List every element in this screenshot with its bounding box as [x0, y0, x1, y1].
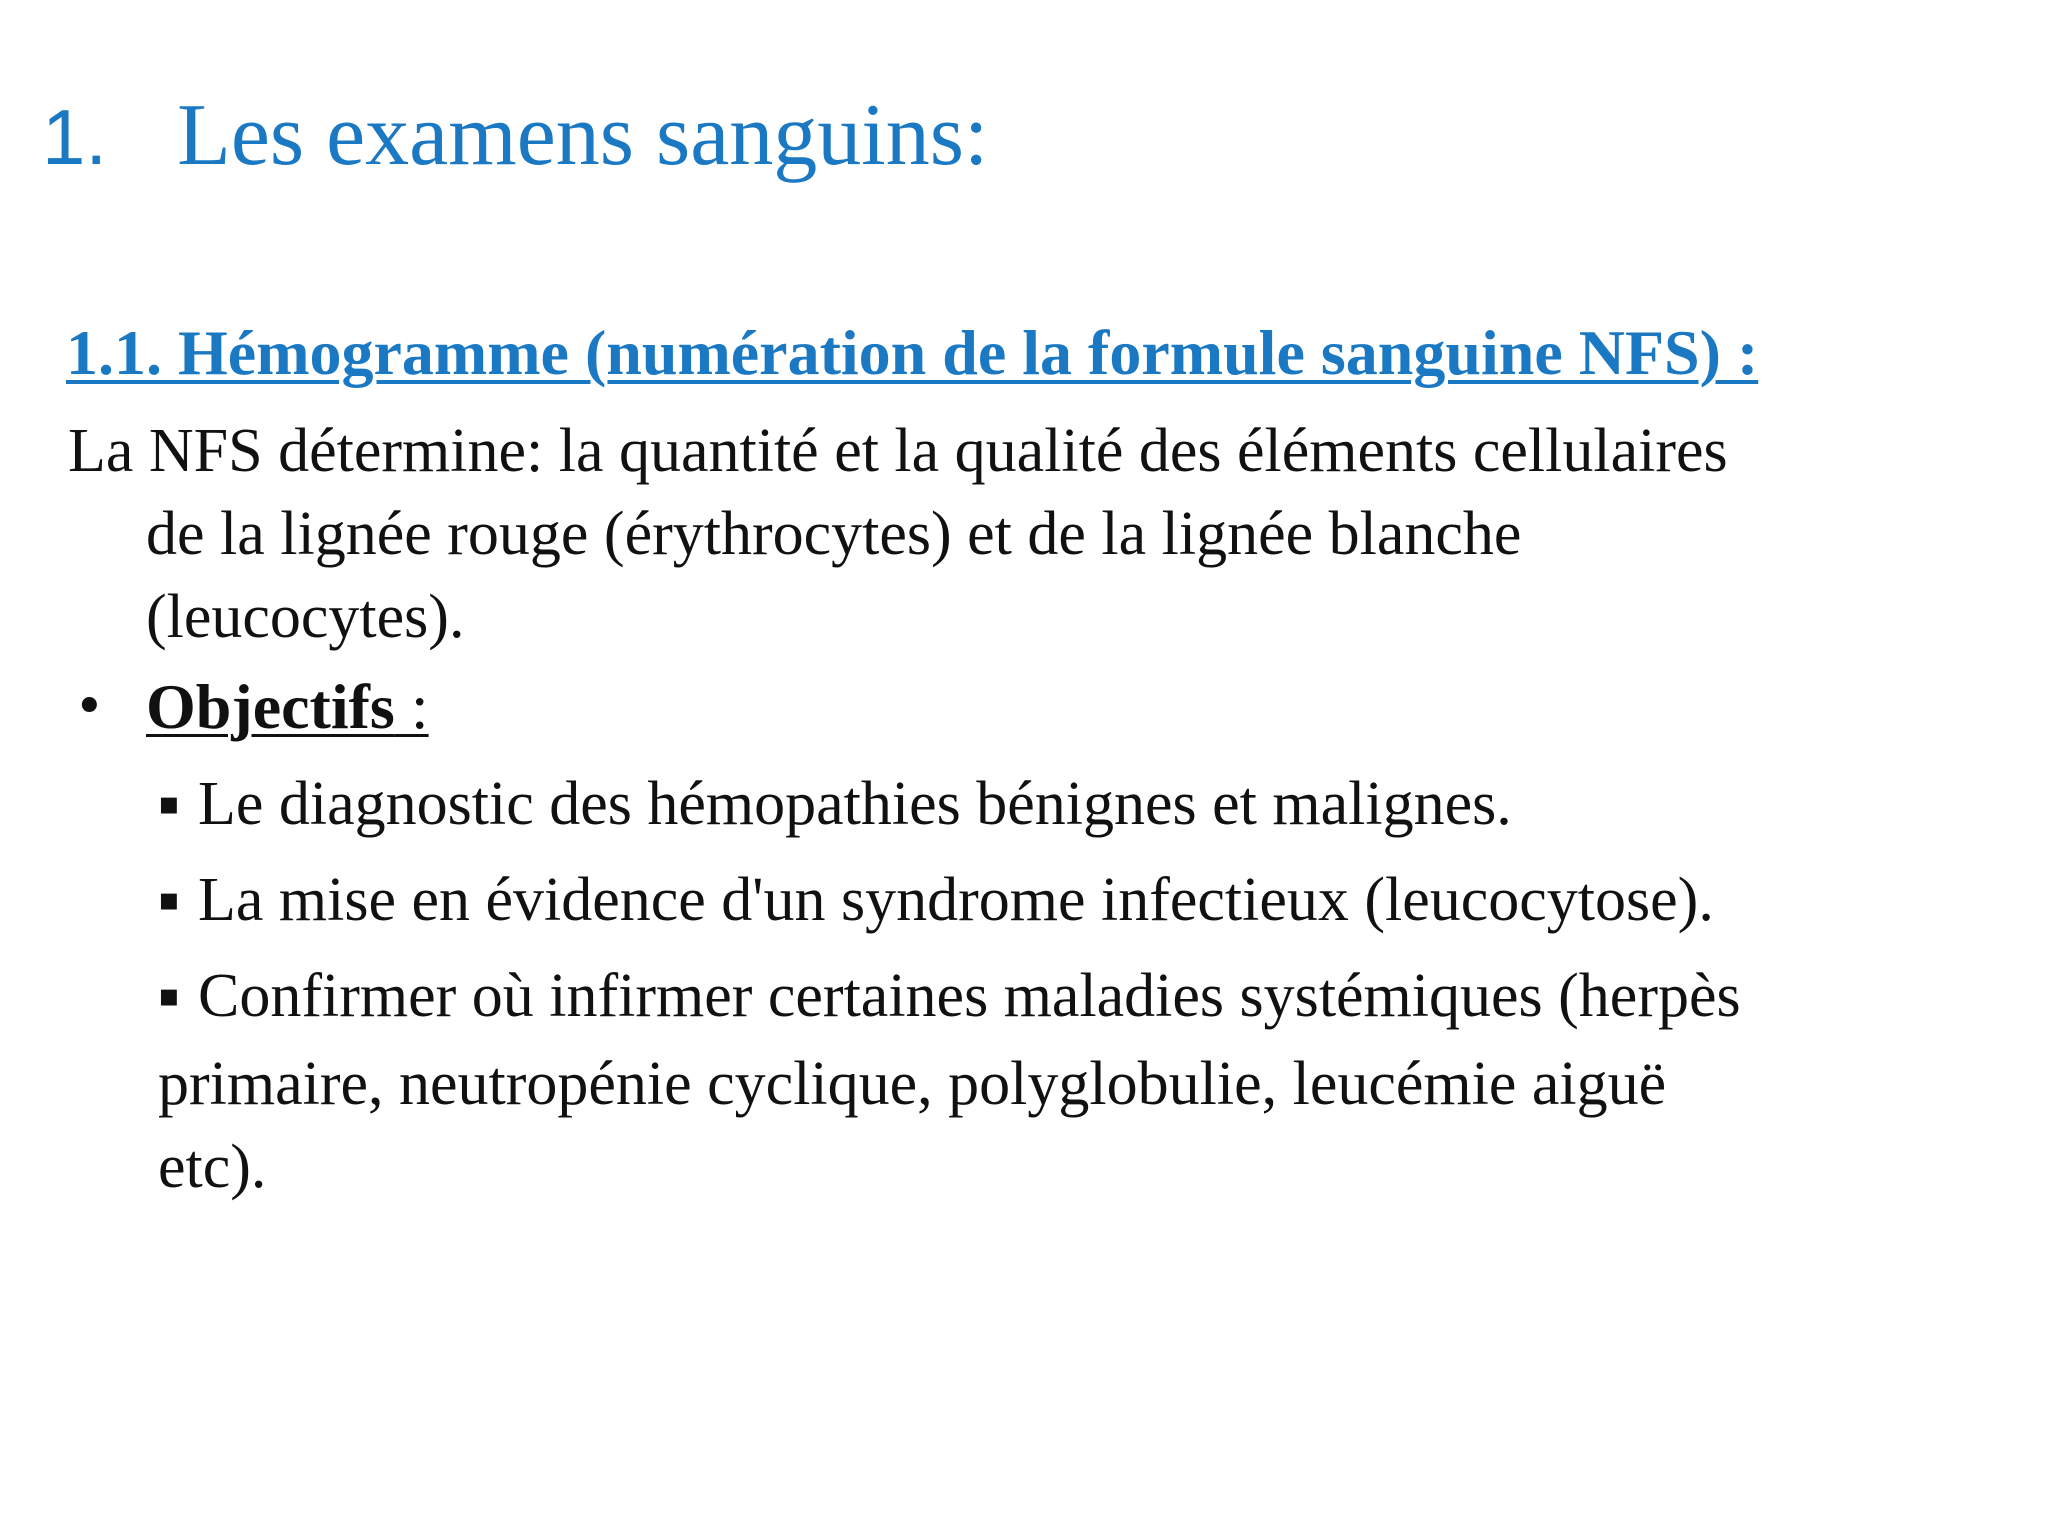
square-bullet-icon: ▪ — [158, 880, 180, 919]
list-item-text: primaire, neutropénie cyclique, polyglobulie, leucémie aiguë — [158, 1050, 1667, 1119]
slide-title — [42, 87, 989, 184]
title-text: Les examens sanguins: — [177, 87, 989, 184]
paragraph-line: de la lignée rouge (érythrocytes) et de la lignée blanche — [146, 500, 1522, 568]
square-bullet-icon: ▪ — [158, 976, 180, 1015]
list-item-text: etc). — [158, 1133, 267, 1202]
paragraph-line: (leucocytes). — [146, 583, 465, 651]
list-item — [158, 955, 1741, 1209]
bullet-icon: • — [74, 676, 105, 737]
list-item-text: Confirmer où infirmer certaines maladies systémiques (herpès — [198, 962, 1741, 1030]
square-bullet-icon: ▪ — [158, 784, 180, 823]
title-number: 1. — [42, 93, 108, 181]
objectifs-label: Objectifs — [146, 671, 395, 742]
list-item — [158, 763, 1512, 851]
objectifs-colon: : — [394, 671, 429, 742]
nfs-description — [68, 410, 1968, 659]
list-item-text: La mise en évidence d'un syndrome infectieux (leucocytose). — [198, 866, 1714, 934]
objectifs-heading — [74, 672, 429, 742]
section-subheading: 1.1. Hémogramme (numération de la formule sanguine NFS) : — [66, 317, 1759, 388]
list-item — [158, 859, 1714, 947]
list-item-text: Le diagnostic des hémopathies bénignes et malignes. — [198, 770, 1512, 838]
paragraph-line: La NFS détermine: la quantité et la qualité des éléments cellulaires — [68, 417, 1728, 485]
